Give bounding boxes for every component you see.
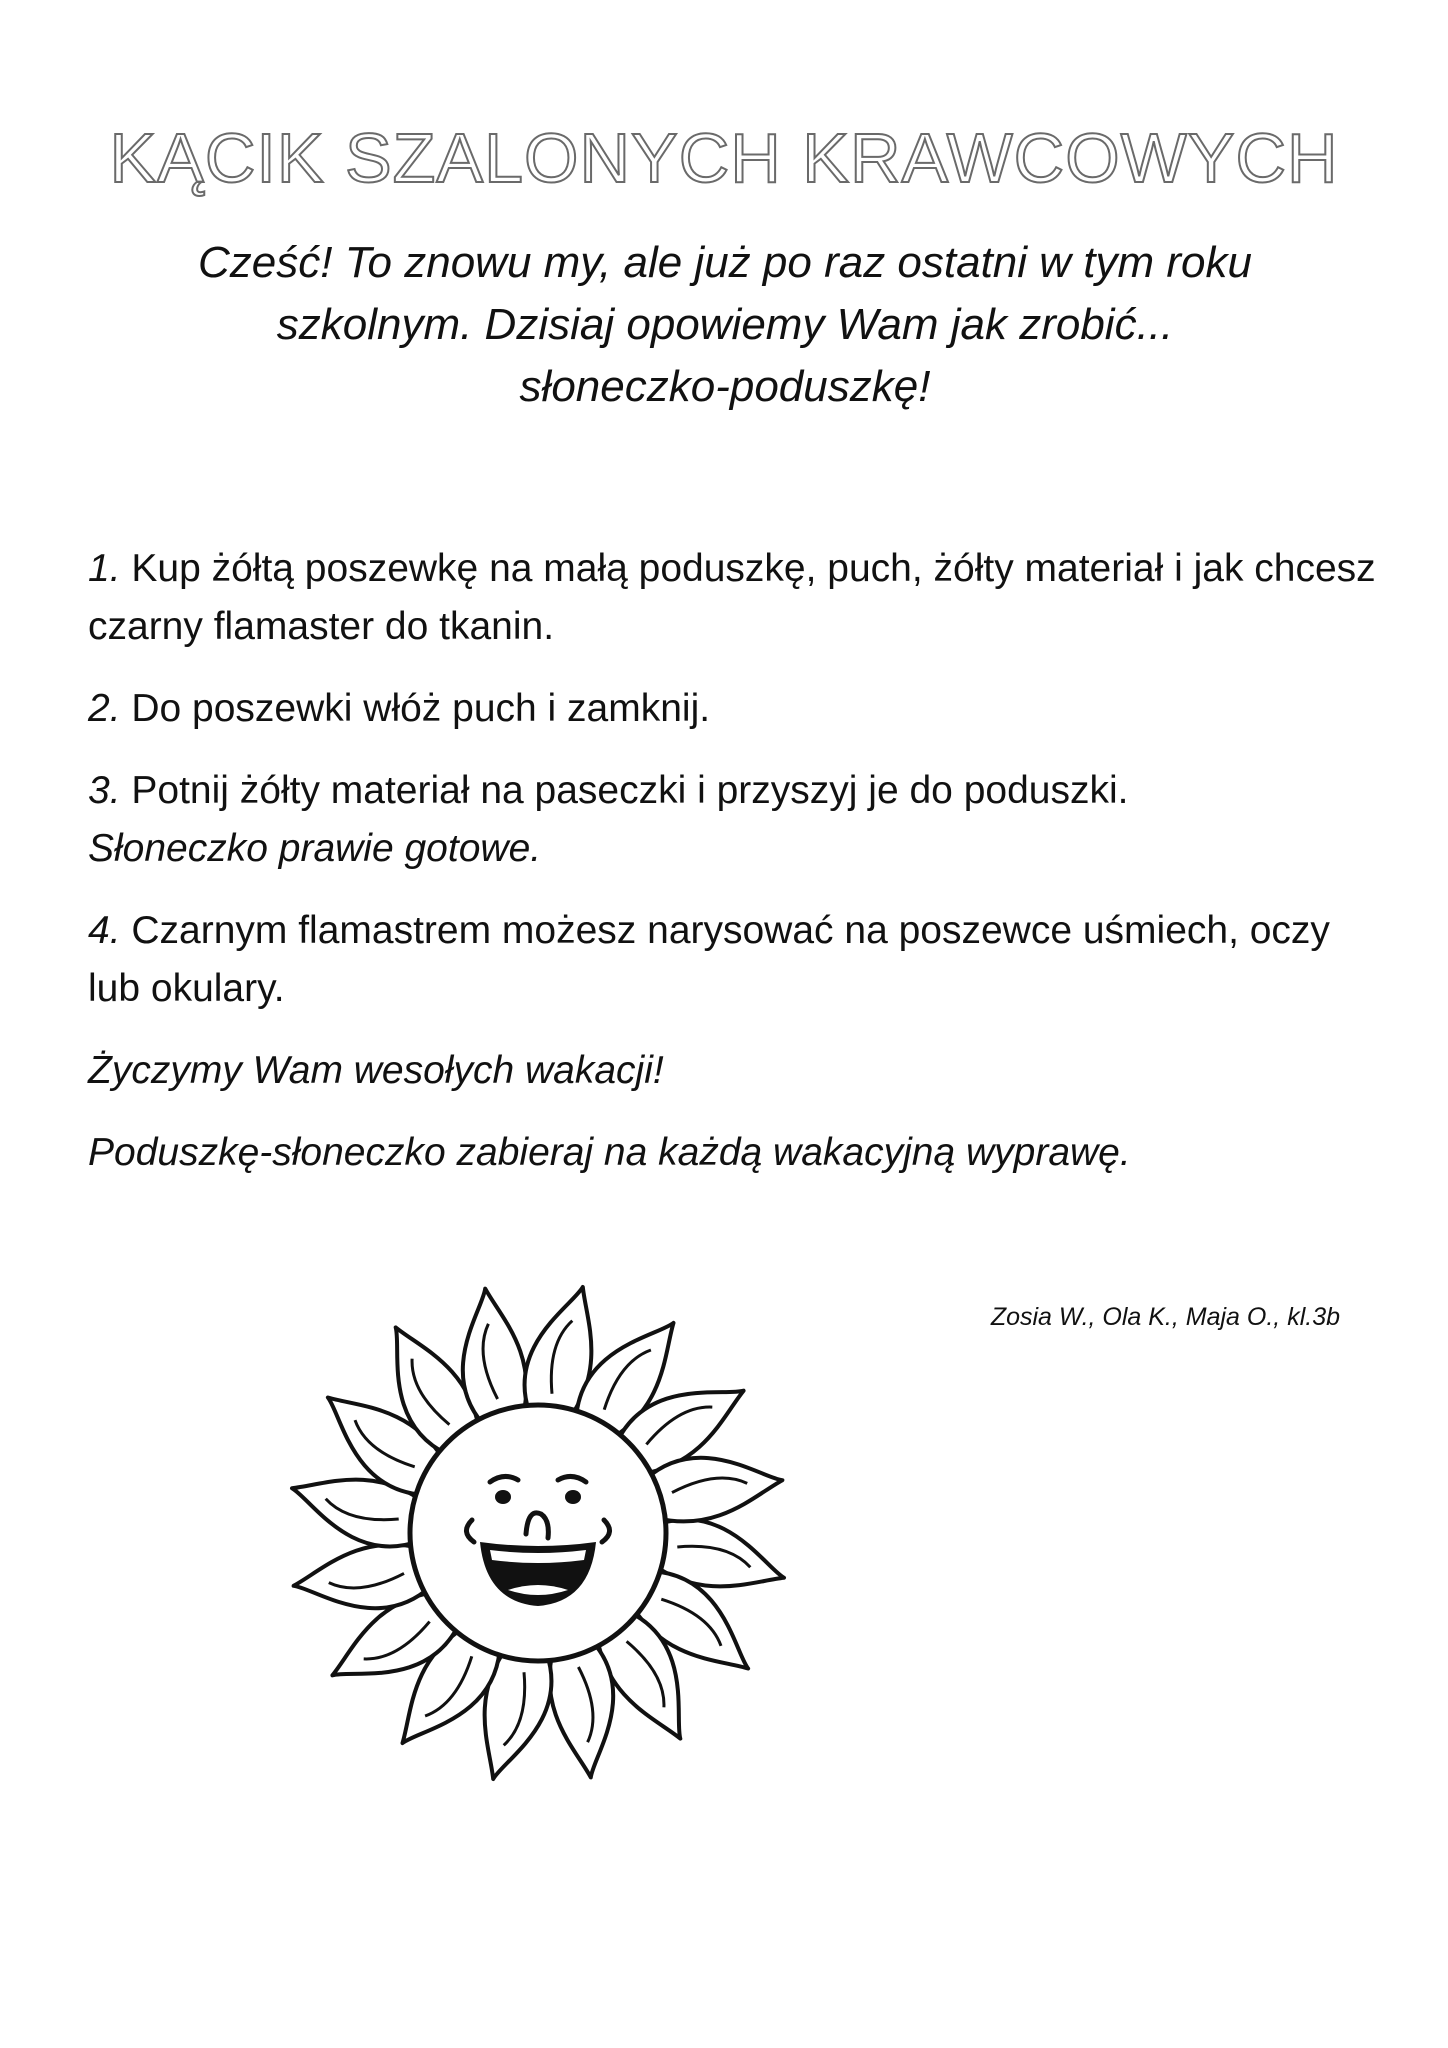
step-number: 4.: [88, 909, 121, 952]
sun-face: [410, 1405, 666, 1661]
intro-paragraph: [80, 232, 1370, 418]
step-number: 1.: [88, 547, 121, 590]
step-1: [88, 540, 1388, 656]
page-title: KĄCIK SZALONYCH KRAWCOWYCH: [109, 119, 1339, 197]
smiling-sun-icon: [258, 1250, 818, 1810]
step-3: [88, 762, 1388, 878]
step-2: [88, 680, 1388, 738]
intro-line-2: szkolnym. Dzisiaj opowiemy Wam jak zrobić...: [276, 300, 1174, 349]
step-number: 2.: [88, 687, 121, 730]
step-4: [88, 902, 1388, 1018]
step-number: 3.: [88, 769, 121, 812]
closing-wish: Życzymy Wam wesołych wakacji!: [88, 1049, 664, 1092]
step-text: Do poszewki włóż puch i zamknij.: [120, 687, 711, 730]
step-text: Potnij żółty materiał na paseczki i przyszyj je do poduszki.: [120, 769, 1129, 812]
step-text: Kup żółtą poszewkę na małą poduszkę, puch, żółty materiał i jak chcesz czarny flamaster do tkanin.: [88, 547, 1376, 648]
closing-tip: Poduszkę-słoneczko zabieraj na każdą wakacyjną wyprawę.: [88, 1131, 1131, 1174]
step-note: Słoneczko prawie gotowe.: [88, 827, 542, 870]
instructions-list: [88, 540, 1388, 1206]
intro-line-1: Cześć! To znowu my, ale już po raz ostatni w tym roku: [198, 238, 1252, 287]
step-text: Czarnym flamastrem możesz narysować na poszewce uśmiech, oczy lub okulary.: [88, 909, 1330, 1010]
authors-credit: Zosia W., Ola K., Maja O., kl.3b: [990, 1303, 1340, 1331]
intro-line-3: słoneczko-poduszkę!: [519, 362, 931, 411]
